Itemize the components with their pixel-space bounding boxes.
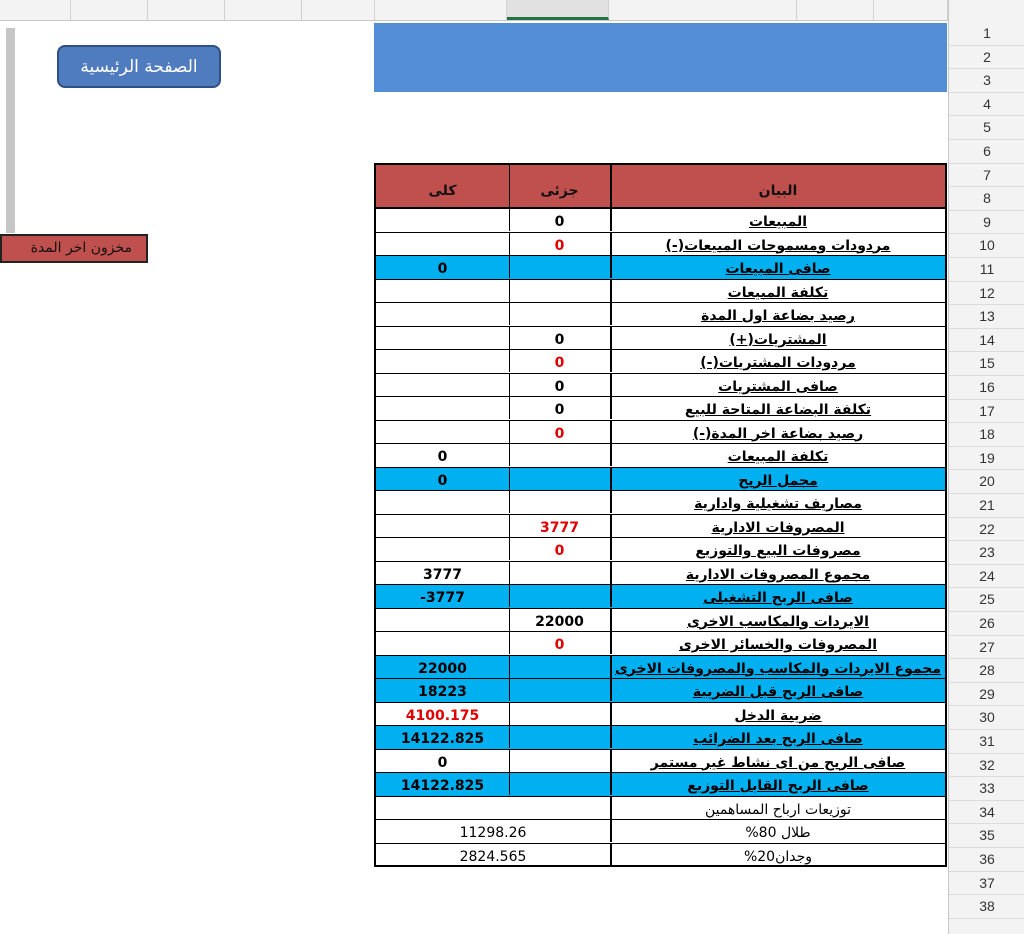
statement-cell[interactable]: صافى المبيعات <box>725 261 831 277</box>
statement-cell[interactable]: المبيعات <box>748 214 808 230</box>
row-number[interactable]: 14 <box>949 329 1024 353</box>
total-cell[interactable] <box>376 350 510 372</box>
table-row <box>374 679 947 703</box>
partial-cell[interactable]: 0 <box>509 538 612 560</box>
statement-cell[interactable]: رصيد بضاعة اخر المدة(-) <box>692 425 864 442</box>
statement-cell[interactable]: مردودات المشتريات(-) <box>700 355 856 371</box>
table-row <box>374 303 947 327</box>
row-number[interactable]: 20 <box>949 470 1024 494</box>
header-partial: جزئى <box>509 165 612 207</box>
table-row <box>374 773 947 797</box>
row-number[interactable]: 38 <box>949 895 1024 919</box>
statement-cell[interactable]: مردودات ومسموحات المبيعات(-) <box>665 237 891 254</box>
statement-cell[interactable]: صافى المشتريات <box>718 378 838 395</box>
row-number[interactable]: 4 <box>949 93 1024 117</box>
row-number[interactable]: 25 <box>949 588 1024 612</box>
statement-cell[interactable]: تكلفة البضاعة المتاحة للبيع <box>684 402 872 418</box>
total-cell[interactable] <box>376 209 510 231</box>
column-header[interactable] <box>874 0 948 20</box>
total-cell[interactable]: 14122.825 <box>376 773 510 795</box>
table-row <box>374 585 947 609</box>
column-header-bar <box>0 0 948 21</box>
row-number[interactable]: 13 <box>949 305 1024 329</box>
row-number[interactable]: 3 <box>949 69 1024 93</box>
total-cell[interactable] <box>376 515 510 537</box>
statement-cell[interactable]: ضريبة الدخل <box>734 707 822 724</box>
partial-cell[interactable]: 0 <box>509 233 612 255</box>
distribution-label[interactable]: طلال 80% <box>745 825 811 841</box>
statement-cell[interactable]: تكلفة المبيعات <box>727 284 829 301</box>
header-total: كلى <box>376 165 510 207</box>
row-number[interactable]: 31 <box>949 730 1024 754</box>
partial-cell[interactable] <box>509 679 612 701</box>
statement-cell[interactable]: مجمل الربح <box>738 472 818 489</box>
partial-cell[interactable]: 22000 <box>509 609 612 631</box>
row-number[interactable]: 23 <box>949 541 1024 565</box>
partial-cell[interactable] <box>509 773 612 795</box>
statement-cell[interactable]: صافى الربح التشغيلى <box>703 590 853 606</box>
partial-cell[interactable]: 0 <box>509 632 612 654</box>
table-row <box>374 444 947 468</box>
row-number[interactable]: 36 <box>949 848 1024 872</box>
row-number[interactable]: 17 <box>949 400 1024 424</box>
row-number[interactable]: 22 <box>949 518 1024 542</box>
total-cell[interactable] <box>376 303 510 325</box>
total-cell[interactable] <box>376 397 510 419</box>
row-number[interactable]: 2 <box>949 46 1024 70</box>
distribution-row <box>374 844 947 868</box>
row-number[interactable]: 9 <box>949 211 1024 235</box>
partial-cell[interactable] <box>509 703 612 725</box>
table-row <box>374 491 947 515</box>
row-number[interactable]: 1 <box>949 22 1024 46</box>
end-stock-button[interactable]: مخزون اخر المدة <box>0 234 148 263</box>
row-number[interactable]: 12 <box>949 282 1024 306</box>
partial-cell[interactable] <box>509 585 612 607</box>
table-header <box>374 163 947 209</box>
row-number[interactable]: 26 <box>949 612 1024 636</box>
column-header[interactable] <box>0 0 71 20</box>
partial-cell[interactable]: 3777 <box>509 515 612 537</box>
table-row <box>374 280 947 304</box>
total-cell[interactable] <box>376 632 510 654</box>
table-row <box>374 256 947 280</box>
column-header[interactable] <box>797 0 874 20</box>
table-row <box>374 374 947 398</box>
row-header-bar <box>948 0 1024 934</box>
row-number[interactable]: 32 <box>949 754 1024 778</box>
total-cell[interactable]: 22000 <box>376 656 510 678</box>
row-number[interactable]: 28 <box>949 659 1024 683</box>
row-number[interactable]: 27 <box>949 636 1024 660</box>
table-row <box>374 562 947 586</box>
title-banner <box>374 23 947 92</box>
statement-cell[interactable]: صافى الربح من اى نشاط غير مستمر <box>650 754 906 771</box>
partial-cell[interactable] <box>509 491 612 513</box>
row-number[interactable]: 34 <box>949 801 1024 825</box>
total-cell[interactable]: 18223 <box>376 679 510 701</box>
column-header[interactable] <box>610 0 797 20</box>
row-number[interactable]: 35 <box>949 824 1024 848</box>
table-row <box>374 209 947 233</box>
row-number[interactable]: 15 <box>949 352 1024 376</box>
row-number[interactable]: 37 <box>949 872 1024 896</box>
partial-cell[interactable]: 0 <box>509 421 612 443</box>
total-cell[interactable] <box>376 421 510 443</box>
partial-cell[interactable]: 0 <box>509 209 612 231</box>
row-number[interactable]: 18 <box>949 423 1024 447</box>
total-cell[interactable] <box>376 374 510 396</box>
table-row <box>374 726 947 750</box>
statement-cell[interactable]: مجموع الايردات والمكاسب والمصروفات الاخرى <box>614 660 942 677</box>
row-number[interactable]: 21 <box>949 494 1024 518</box>
distribution-value[interactable]: 11298.26 <box>376 820 612 842</box>
table-row <box>374 750 947 774</box>
row-number[interactable]: 8 <box>949 187 1024 211</box>
row-number[interactable]: 33 <box>949 777 1024 801</box>
table-row <box>374 233 947 257</box>
distribution-value[interactable] <box>376 797 612 819</box>
table-row <box>374 656 947 680</box>
total-cell[interactable]: 0 <box>376 444 510 466</box>
table-row <box>374 515 947 539</box>
row-number[interactable]: 11 <box>949 258 1024 282</box>
vertical-scrollbar[interactable] <box>6 28 15 233</box>
table-row <box>374 609 947 633</box>
table-row <box>374 703 947 727</box>
total-cell[interactable] <box>376 327 510 349</box>
partial-cell[interactable] <box>509 256 612 278</box>
partial-cell[interactable]: 0 <box>509 397 612 419</box>
column-header-selected[interactable] <box>507 0 609 20</box>
row-number[interactable]: 30 <box>949 706 1024 730</box>
total-cell[interactable] <box>376 491 510 513</box>
statement-cell[interactable]: صافى الربح بعد الضرائب <box>693 731 863 747</box>
partial-cell[interactable] <box>509 468 612 490</box>
partial-cell[interactable]: 0 <box>509 350 612 372</box>
table-row <box>374 468 947 492</box>
total-cell[interactable] <box>376 280 510 302</box>
row-number[interactable]: 6 <box>949 140 1024 164</box>
home-page-button[interactable]: الصفحة الرئيسية <box>57 45 221 88</box>
table-row <box>374 397 947 421</box>
column-header[interactable] <box>302 0 375 20</box>
distribution-row <box>374 820 947 844</box>
total-cell[interactable]: 4100.175 <box>376 703 510 725</box>
row-number[interactable]: 5 <box>949 116 1024 140</box>
total-cell[interactable] <box>376 609 510 631</box>
distribution-label[interactable]: وجدان20% <box>743 848 813 865</box>
partial-cell[interactable] <box>509 726 612 748</box>
row-number[interactable]: 29 <box>949 683 1024 707</box>
table-row <box>374 350 947 374</box>
distribution-value[interactable]: 2824.565 <box>376 844 612 866</box>
partial-cell[interactable] <box>509 562 612 584</box>
total-cell[interactable]: 0 <box>376 256 510 278</box>
header-statement: البيان <box>758 183 798 199</box>
partial-cell[interactable]: 0 <box>509 327 612 349</box>
row-number[interactable]: 10 <box>949 234 1024 258</box>
distribution-label[interactable]: توزيعات ارباح المساهمين <box>704 801 852 818</box>
distribution-row <box>374 797 947 821</box>
total-cell[interactable] <box>376 538 510 560</box>
total-cell[interactable]: 0 <box>376 468 510 490</box>
row-number[interactable]: 24 <box>949 565 1024 589</box>
partial-cell[interactable] <box>509 280 612 302</box>
row-number[interactable]: 19 <box>949 447 1024 471</box>
statement-cell[interactable]: تكلفة المبيعات <box>727 449 829 465</box>
column-header[interactable] <box>71 0 148 20</box>
column-header[interactable] <box>148 0 225 20</box>
statement-cell[interactable]: المشتريات(+) <box>729 331 827 348</box>
partial-cell[interactable]: 0 <box>509 374 612 396</box>
statement-cell[interactable]: الايردات والمكاسب الاخرى <box>687 613 869 630</box>
table-row <box>374 327 947 351</box>
partial-cell[interactable] <box>509 656 612 678</box>
statement-cell[interactable]: المصروفات الادارية <box>711 519 845 536</box>
table-row <box>374 421 947 445</box>
statement-cell[interactable]: مجموع المصروفات الادارية <box>685 566 871 583</box>
partial-cell[interactable] <box>509 750 612 772</box>
statement-cell[interactable]: مصاريف تشغيلية وادارية <box>694 496 862 512</box>
statement-cell[interactable]: المصروفات والخسائر الاخرى <box>678 637 878 653</box>
total-cell[interactable]: 3777 <box>376 562 510 584</box>
row-number[interactable]: 7 <box>949 164 1024 188</box>
total-cell[interactable] <box>376 233 510 255</box>
table-row <box>374 538 947 562</box>
statement-cell[interactable]: صافى الربح قبل الضريبة <box>692 684 864 700</box>
total-cell[interactable]: 14122.825 <box>376 726 510 748</box>
partial-cell[interactable] <box>509 444 612 466</box>
table-row <box>374 632 947 656</box>
column-header[interactable] <box>375 0 507 20</box>
statement-cell[interactable]: صافى الربح القابل التوزيع <box>687 778 869 794</box>
statement-cell[interactable]: رصيد بضاعة اول المدة <box>701 308 855 324</box>
column-header[interactable] <box>225 0 302 20</box>
total-cell[interactable]: 0 <box>376 750 510 772</box>
statement-cell[interactable]: مصروفات البيع والتوزيع <box>695 543 861 559</box>
total-cell[interactable]: -3777 <box>376 585 510 607</box>
partial-cell[interactable] <box>509 303 612 325</box>
row-number[interactable]: 16 <box>949 376 1024 400</box>
